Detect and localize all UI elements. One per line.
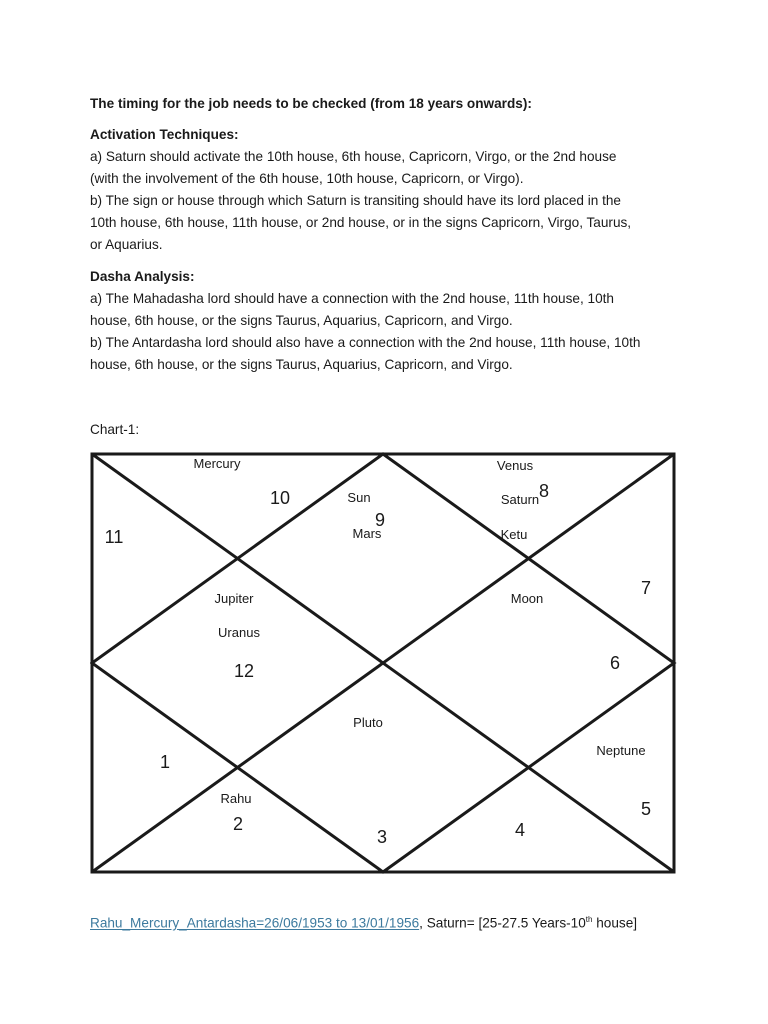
footer-text: , Saturn= [25-27.5 Years-10 (419, 915, 586, 931)
house-number: 3 (376, 827, 388, 847)
activation-line: (with the involvement of the 6th house, 10th house, Capricorn, or Virgo). (90, 171, 524, 186)
antardasha-link[interactable]: Rahu_Mercury_Antardasha=26/06/1953 to 13/01/1956 (90, 915, 420, 931)
birth-chart (90, 450, 680, 880)
footer-line (90, 909, 730, 935)
house-number: 10 (269, 488, 291, 508)
planet-saturn: Saturn (500, 492, 540, 507)
activation-line: 10th house, 6th house, 11th house, or 2nd house, or in the signs Capricorn, Virgo, Taurus, (90, 215, 632, 230)
activation-line: b) The sign or house through which Saturn is transiting should have its lord placed in the (90, 193, 621, 208)
activation-section (90, 124, 690, 256)
house-number: 2 (232, 814, 244, 834)
chart-label: Chart-1: (90, 422, 140, 437)
house-number: 1 (159, 752, 171, 772)
dasha-section (90, 266, 690, 376)
house-number: 11 (104, 527, 124, 547)
dasha-line: a) The Mahadasha lord should have a connection with the 2nd house, 11th house, 10th (90, 291, 614, 306)
house-number: 6 (609, 653, 621, 673)
planet-moon: Moon (510, 591, 544, 606)
dasha-title: Dasha Analysis: (90, 269, 195, 284)
house-number: 8 (538, 481, 550, 501)
house-number: 7 (640, 578, 652, 598)
activation-line: a) Saturn should activate the 10th house, 6th house, Capricorn, Virgo, or the 2nd house (90, 149, 617, 164)
dasha-line: house, 6th house, or the signs Taurus, Aquarius, Capricorn, and Virgo. (90, 313, 513, 328)
footer-text-end: house] (592, 915, 638, 931)
planet-jupiter: Jupiter (214, 591, 254, 606)
planet-neptune: Neptune (596, 743, 646, 758)
footer-superscript: th (585, 915, 593, 924)
house-number: 5 (640, 799, 652, 819)
activation-line: or Aquarius. (90, 237, 163, 252)
planet-uranus: Uranus (218, 625, 260, 640)
house-number: 4 (514, 820, 526, 840)
house-number: 9 (374, 510, 386, 530)
house-number: 12 (233, 661, 255, 681)
planet-sun: Sun (347, 490, 371, 505)
planet-mars: Mars (352, 526, 382, 541)
dasha-line: b) The Antardasha lord should also have a connection with the 2nd house, 11th house, 10th (90, 335, 641, 350)
activation-title: Activation Techniques: (90, 127, 239, 142)
planet-ketu: Ketu (500, 527, 528, 542)
planet-pluto: Pluto (353, 715, 383, 730)
dasha-line: house, 6th house, or the signs Taurus, Aquarius, Capricorn, and Virgo. (90, 357, 513, 372)
page-heading: The timing for the job needs to be checked (from 18 years onwards): (90, 96, 532, 111)
planet-venus: Venus (496, 458, 534, 473)
planet-mercury: Mercury (193, 456, 241, 471)
planet-rahu: Rahu (220, 791, 252, 806)
